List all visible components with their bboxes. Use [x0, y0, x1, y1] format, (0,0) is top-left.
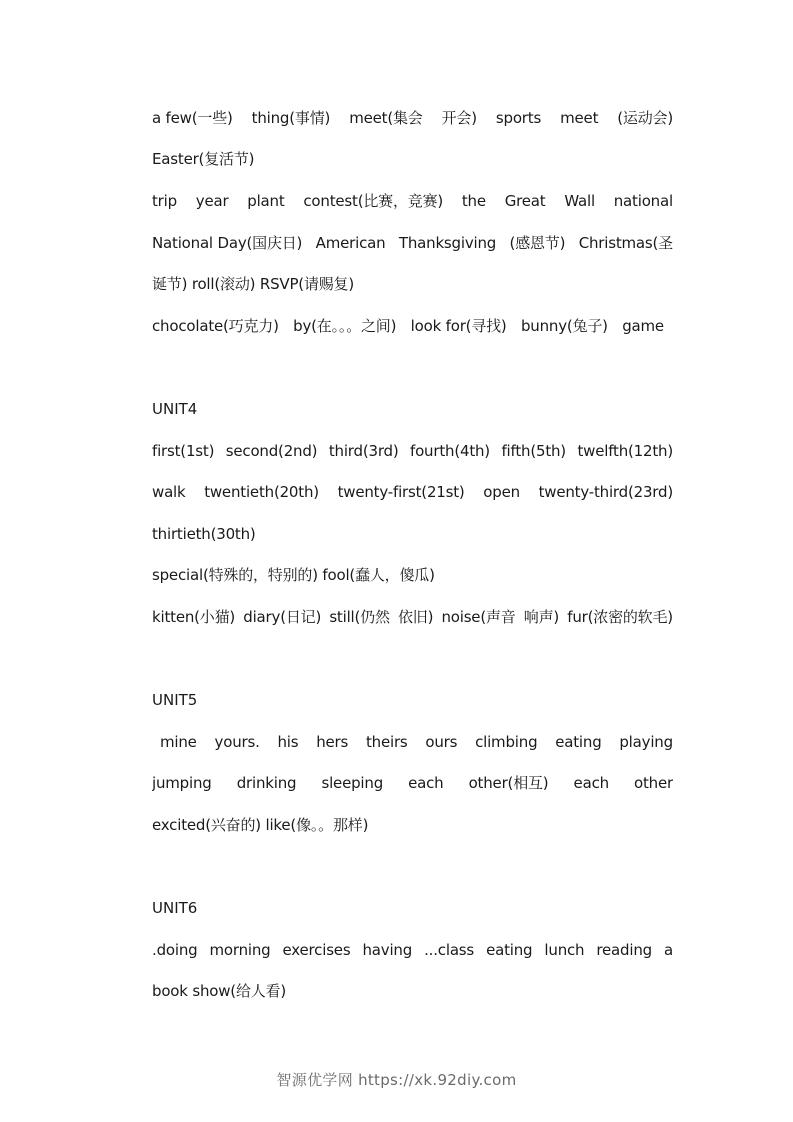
footer-source: 智源优学网 https://xk.92diy.com — [276, 1071, 517, 1089]
word: trip — [152, 192, 177, 210]
word: diary(日记) — [243, 608, 322, 626]
word: each — [408, 774, 444, 792]
word: sports — [495, 109, 542, 127]
word: yours. — [214, 733, 260, 751]
unit4-heading: UNIT4 — [152, 400, 198, 418]
word: noise(声音 — [441, 608, 516, 626]
word: his — [277, 733, 299, 751]
unit4-line-3: thirtieth(30th) — [152, 525, 256, 543]
word: year — [195, 192, 229, 210]
word: morning — [209, 941, 271, 959]
word: ...class — [424, 941, 475, 959]
word: Thanksgiving — [398, 234, 497, 252]
word: Great — [504, 192, 546, 210]
word: other(相互) — [468, 774, 549, 792]
word: twentieth(20th) — [204, 483, 319, 501]
unit6-line-2: book show(给人看) — [152, 982, 287, 1000]
word: (感恩节) — [509, 234, 566, 252]
word: having — [362, 941, 413, 959]
word: lunch — [544, 941, 585, 959]
word: national — [613, 192, 673, 210]
unit6-heading: UNIT6 — [152, 899, 198, 917]
word: a few(一些) — [152, 109, 233, 127]
unit6-line-1 — [152, 940, 673, 960]
word: sleeping — [321, 774, 384, 792]
word: look for(寻找) — [410, 317, 507, 335]
word: contest(比赛，竞赛) — [303, 192, 444, 210]
unit5-line-3: excited(兴奋的) like(像。。那样) — [152, 816, 369, 834]
word: 响声) — [523, 608, 560, 626]
unit3-line-5: 诞节) roll(滚动) RSVP(请赐复) — [152, 275, 354, 293]
word: eating — [486, 941, 533, 959]
unit5-line-2 — [152, 773, 673, 793]
word: twenty-third(23rd) — [538, 483, 673, 501]
word: Wall — [564, 192, 595, 210]
word: 开会) — [441, 109, 477, 127]
word: by(在。。。之间) — [293, 317, 397, 335]
word: meet — [560, 109, 599, 127]
word: thing(事情) — [251, 109, 331, 127]
unit4-line-5 — [152, 607, 673, 627]
word: Christmas(圣 — [578, 234, 673, 252]
word: twelfth(12th) — [577, 442, 673, 460]
unit3-line-6 — [152, 316, 664, 336]
unit4-line-1 — [152, 441, 673, 461]
word: third(3rd) — [328, 442, 399, 460]
word: exercises — [282, 941, 351, 959]
unit5-line-1 — [160, 732, 673, 752]
unit5-heading: UNIT5 — [152, 691, 198, 709]
word: bunny(兔子) — [520, 317, 608, 335]
unit3-line-2: Easter(复活节) — [152, 150, 255, 168]
word: still(仍然 — [329, 608, 390, 626]
unit4-line-2 — [152, 482, 673, 502]
word: other — [634, 774, 673, 792]
word: the — [461, 192, 486, 210]
word: .doing — [152, 941, 198, 959]
word: open — [483, 483, 520, 501]
word: meet(集会 — [349, 109, 423, 127]
word: National Day(国庆日) — [152, 234, 303, 252]
word: (运动会) — [617, 109, 673, 127]
word: game — [622, 317, 664, 335]
word: second(2nd) — [225, 442, 318, 460]
word: a — [664, 941, 673, 959]
word: each — [573, 774, 609, 792]
unit4-line-4: special(特殊的，特别的) fool(蠢人，傻瓜) — [152, 566, 435, 584]
word: playing — [619, 733, 673, 751]
word: chocolate(巧克力) — [152, 317, 279, 335]
word: 依旧) — [397, 608, 434, 626]
word: climbing — [475, 733, 538, 751]
word: walk — [152, 483, 186, 501]
unit3-line-3 — [152, 191, 673, 211]
word: drinking — [236, 774, 297, 792]
word: eating — [555, 733, 602, 751]
word: jumping — [152, 774, 212, 792]
word: ours — [425, 733, 458, 751]
word: twenty-first(21st) — [337, 483, 465, 501]
word: fifth(5th) — [501, 442, 566, 460]
word: mine — [160, 733, 197, 751]
unit3-line-1 — [152, 108, 673, 128]
word: fourth(4th) — [410, 442, 490, 460]
word: first(1st) — [152, 442, 215, 460]
word: plant — [247, 192, 285, 210]
word: fur(浓密的软毛) — [567, 608, 673, 626]
word: theirs — [365, 733, 408, 751]
word: reading — [596, 941, 652, 959]
unit3-line-4 — [152, 233, 673, 253]
word: hers — [316, 733, 349, 751]
word: American — [315, 234, 386, 252]
word: kitten(小猫) — [152, 608, 236, 626]
